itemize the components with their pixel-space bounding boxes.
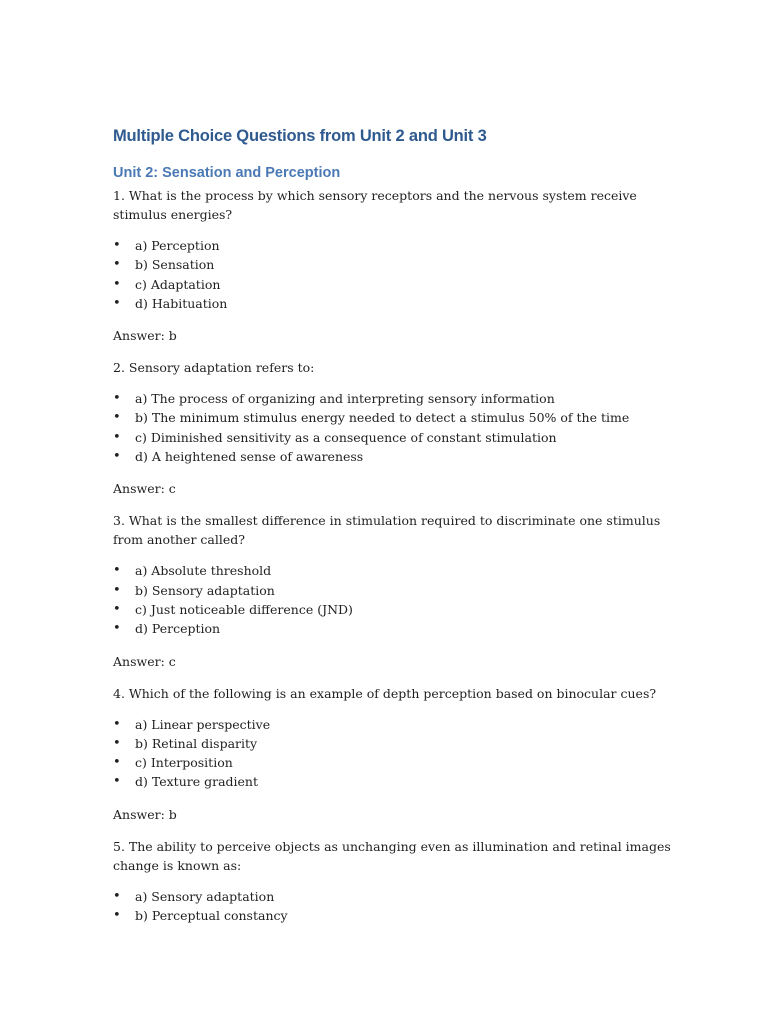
answer-text: Answer: b: [113, 806, 177, 822]
option-item: [113, 428, 673, 447]
bullet-icon: •: [113, 601, 121, 617]
option-text: b) Sensory adaptation: [135, 582, 275, 598]
bullet-icon: •: [113, 238, 121, 253]
option-text: d) Texture gradient: [135, 774, 258, 790]
option-list: [113, 715, 673, 792]
option-text: c) Just noticeable difference (JND): [135, 601, 353, 617]
bullet-icon: •: [113, 888, 121, 904]
question-block: [113, 511, 673, 670]
option-item: [113, 275, 673, 294]
bullet-icon: •: [113, 582, 121, 598]
bullet-icon: •: [113, 716, 121, 732]
option-item: [113, 255, 673, 274]
bullet-icon: •: [113, 908, 121, 924]
answer-text: Answer: b: [113, 328, 177, 344]
answer-text: Answer: c: [113, 481, 176, 497]
bullet-icon: •: [113, 449, 121, 465]
document-title: Multiple Choice Questions from Unit 2 and Unit 3: [113, 127, 487, 145]
bullet-icon: •: [113, 735, 121, 751]
option-list: [113, 389, 673, 466]
question-text: 4. Which of the following is an example of depth perception based on binocular cues?: [113, 685, 657, 701]
option-item: [113, 619, 673, 638]
option-text: a) Sensory adaptation: [135, 888, 275, 904]
option-item: [113, 772, 673, 791]
question-list: [113, 186, 673, 925]
option-list: [113, 887, 673, 926]
option-item: [113, 294, 673, 313]
option-text: a) Perception: [135, 238, 220, 253]
option-item: [113, 600, 673, 619]
option-text: a) Linear perspective: [135, 716, 271, 732]
bullet-icon: •: [113, 774, 121, 790]
bullet-icon: •: [113, 755, 121, 771]
option-item: [113, 236, 673, 255]
option-text: d) Perception: [135, 621, 221, 637]
question-text: 2. Sensory adaptation refers to:: [113, 360, 315, 376]
section-heading-unit-2: Unit 2: Sensation and Perception: [113, 165, 341, 181]
question-block: [113, 186, 673, 345]
option-item: [113, 715, 673, 734]
bullet-icon: •: [113, 563, 121, 579]
option-text: a) Absolute threshold: [135, 563, 272, 579]
option-item: [113, 753, 673, 772]
bullet-icon: •: [113, 410, 121, 426]
bullet-icon: •: [113, 391, 121, 407]
option-item: [113, 408, 673, 427]
question-block: [113, 358, 673, 498]
option-text: b) Retinal disparity: [135, 735, 258, 751]
option-text: d) Habituation: [135, 295, 228, 311]
option-item: [113, 887, 673, 906]
option-item: [113, 734, 673, 753]
option-text: b) Perceptual constancy: [135, 908, 288, 924]
question-text: 5. The ability to perceive objects as unchanging even as illumination and retinal images change is known as:: [113, 838, 671, 873]
bullet-icon: •: [113, 295, 121, 311]
document-body: [113, 124, 673, 938]
option-list: [113, 561, 673, 638]
question-block: [113, 684, 673, 824]
option-list: [113, 236, 673, 313]
question-text: 1. What is the process by which sensory receptors and the nervous system receive stimulus energies?: [113, 188, 637, 222]
bullet-icon: •: [113, 429, 121, 445]
option-text: c) Adaptation: [135, 276, 221, 292]
option-item: [113, 906, 673, 925]
option-text: b) The minimum stimulus energy needed to detect a stimulus 50% of the time: [135, 410, 630, 426]
option-text: c) Interposition: [135, 755, 233, 771]
option-item: [113, 447, 673, 466]
bullet-icon: •: [113, 621, 121, 637]
option-text: c) Diminished sensitivity as a consequence of constant stimulation: [135, 429, 557, 445]
question-text: 3. What is the smallest difference in stimulation required to discriminate one stimulus from another called?: [113, 513, 661, 548]
question-block: [113, 837, 673, 926]
option-text: b) Sensation: [135, 257, 215, 273]
option-item: [113, 389, 673, 408]
option-item: [113, 581, 673, 600]
bullet-icon: •: [113, 257, 121, 273]
option-item: [113, 561, 673, 580]
answer-text: Answer: c: [113, 653, 176, 669]
option-text: d) A heightened sense of awareness: [135, 449, 364, 465]
bullet-icon: •: [113, 276, 121, 292]
option-text: a) The process of organizing and interpreting sensory information: [135, 391, 555, 407]
